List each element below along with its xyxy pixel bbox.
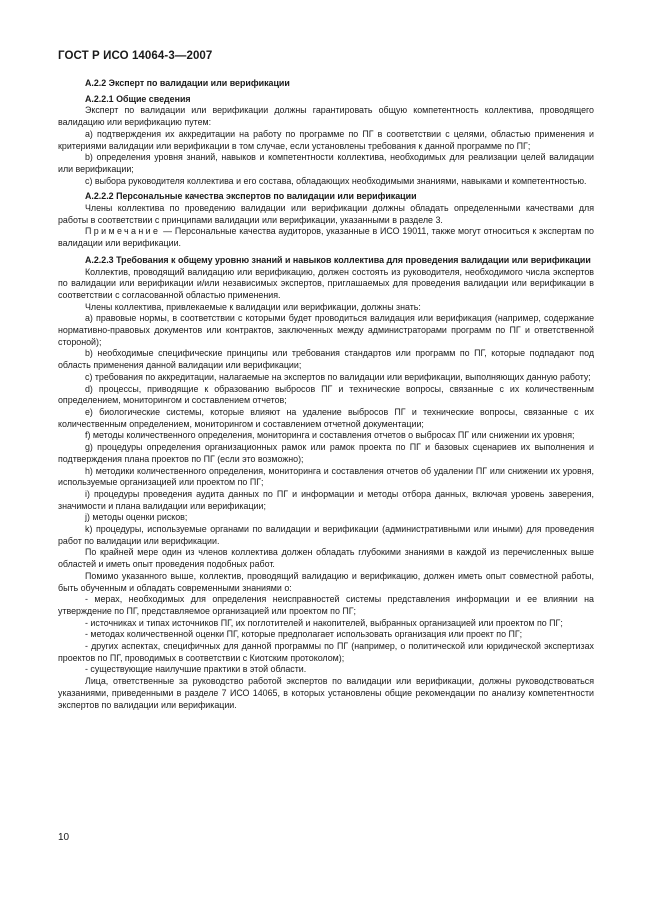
- note-text: — Персональные качества аудиторов, указанные в ИСО 19011, также могут относиться к экспертам по валидации или верификации.: [58, 226, 594, 249]
- paragraph: По крайней мере один из членов коллектива должен обладать глубокими знаниями в каждой из перечисленных выше областей и иметь опыт проведения подобных работ.: [58, 547, 594, 570]
- document-body: [58, 78, 594, 711]
- list-item: b) определения уровня знаний, навыков и компетентности коллектива, необходимых для реализации целей валидации или верификации;: [58, 152, 594, 174]
- paragraph: Эксперт по валидации или верификации должны гарантировать общую компетентность коллектива, проводящего валидацию или верификацию путем:: [58, 105, 594, 128]
- page-number: 10: [58, 832, 70, 843]
- note-label: Примечание: [85, 226, 161, 237]
- list-item: a) подтверждения их аккредитации на работу по программе по ПГ в соответствии с целями, областью применения и критериями валидации или верификации в том случае, если установлены требования к данной программе по ПГ;: [58, 128, 594, 151]
- list-item: d) процессы, приводящие к образованию выбросов ПГ и технические вопросы, связанные с их количественным определением, мониторингом и составлением отчетов;: [58, 383, 594, 406]
- dash-item: - других аспектах, специфичных для данной программы по ПГ (например, о политической или юридической экспертизах проектов по ПГ, проводимых в соответствии с Киотским протоколом);: [58, 641, 594, 663]
- list-item: c) требования по аккредитации, налагаемые на экспертов по валидации или верификации, выполняющих данную работу;: [85, 371, 591, 382]
- section-heading-a22: А.2.2 Эксперт по валидации или верификации: [85, 78, 290, 88]
- list-item: c) выбора руководителя коллектива и его состава, обладающих необходимыми знаниями, навыками и компетентностью.: [85, 175, 587, 186]
- dash-item: - методах количественной оценки ПГ, которые предполагает использовать организация или проект по ПГ;: [85, 629, 523, 640]
- paragraph: Члены коллектива, привлекаемые к валидации или верификации, должны знать:: [85, 301, 421, 312]
- standard-designation: ГОСТ Р ИСО 14064-3—2007: [58, 50, 213, 62]
- note: [58, 226, 594, 249]
- section-heading-a221: А.2.2.1 Общие сведения: [85, 93, 191, 104]
- paragraph: Помимо указанного выше, коллектив, проводящий валидацию и верификацию, должен иметь опыт совместной работы, быть обученным и обладать современными знаниями о:: [58, 570, 594, 593]
- paragraph: Коллектив, проводящий валидацию или верификацию, должен состоять из руководителя, необходимого числа экспертов по валидации или верификации и/или независимых экспертов, приглашаемых для проведения валидации или верификации в соответствии с согласованной областью применения.: [58, 266, 594, 300]
- list-item: f) методы количественного определения, мониторинга и составления отчетов о выбросах ПГ или снижении их уровня;: [85, 430, 575, 441]
- list-item: e) биологические системы, которые влияют на удаление выбросов ПГ и технические вопросы, связанные с их количественным определением, мониторингом и составлением отчетной документации;: [58, 406, 594, 429]
- list-item: k) процедуры, используемые органами по валидации и верификации (административными или иными) для проведения работ по валидации или верификации.: [58, 524, 594, 546]
- paragraph: Лица, ответственные за руководство работой экспертов по валидации или верификации, должны руководствоваться указаниями, приведенными в разделе 7 ИСО 14065, в которых установлены общие рекомендации по анализу компетентности экспертов по валидации или верификации.: [58, 676, 594, 710]
- list-item: i) процедуры проведения аудита данных по ПГ и информации и методы отбора данных, включая уровень заверения, значимости и плана валидации или верификации;: [58, 488, 594, 511]
- dash-item: - мерах, необходимых для определения неисправностей системы представления информации и ее влиянии на утверждение по ПГ, представляемое организацией или проектом по ПГ;: [58, 594, 594, 616]
- section-heading-a222: А.2.2.2 Персональные качества экспертов по валидации или верификации: [85, 191, 417, 202]
- paragraph: Члены коллектива по проведению валидации или верификации должны обладать определенными качествами для работы в соответствии с принципами валидации или верификации, указанными в разделе 3.: [58, 203, 594, 225]
- list-item: g) процедуры определения организационных рамок или рамок проекта по ПГ и базовых сценариев их выполнения и подтверждения плана проектов по ПГ (если это возможно);: [58, 442, 594, 464]
- dash-item: - источниках и типах источников ПГ, их поглотителей и накопителей, выбранных организацией или проектом по ПГ;: [85, 617, 563, 628]
- list-item: a) правовые нормы, в соответствии с которыми будет проводиться валидация или верификация (например, содержание нормативно-правовых документов или контрактов, заключенных между администраторами программ по ПГ и ответственной стороной);: [58, 313, 594, 347]
- dash-item: - существующие наилучшие практики в этой области.: [85, 664, 307, 675]
- section-heading-a223: А.2.2.3 Требования к общему уровню знаний и навыков коллектива для проведения валидации или верификации: [85, 254, 591, 265]
- list-item: h) методики количественного определения, мониторинга и составления отчетов об удалении ПГ или снижении их уровня, используемые организацией или проектом по ПГ;: [58, 465, 594, 488]
- list-item: j) методы оценки рисков;: [85, 512, 188, 523]
- list-item: b) необходимые специфические принципы или требования стандартов или программ по ПГ, которые подпадают под область применения данной валидации или верификации;: [58, 348, 594, 371]
